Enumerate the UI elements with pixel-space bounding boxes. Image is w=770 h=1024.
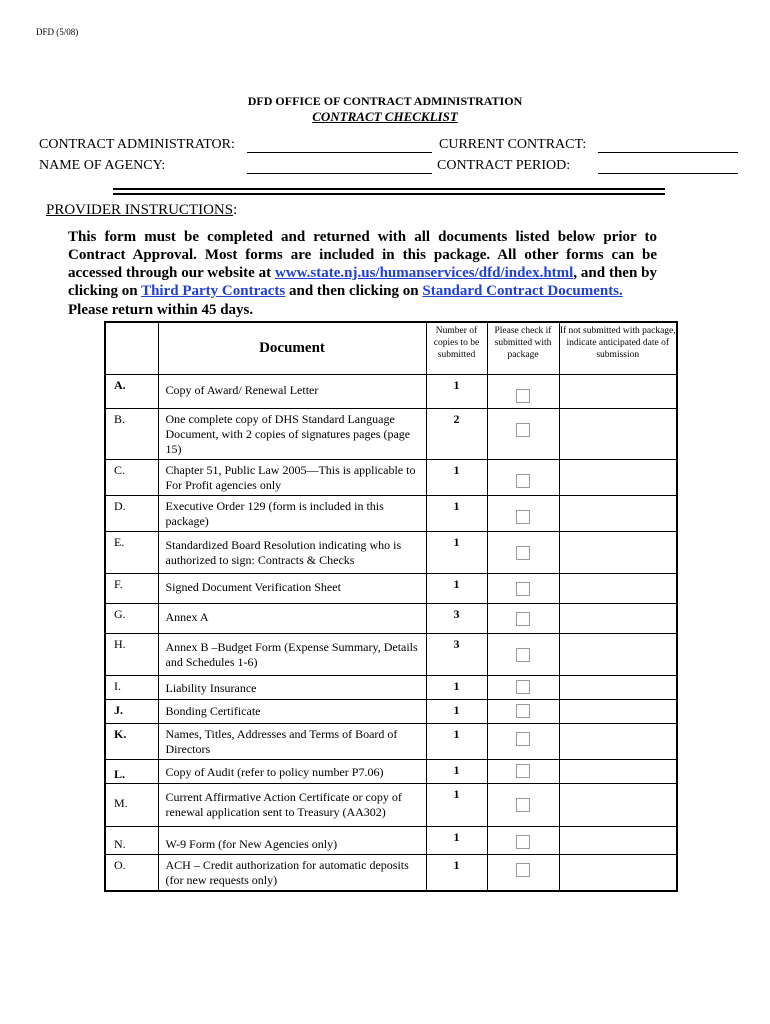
submitted-checkbox[interactable] [516,510,530,524]
submitted-checkbox[interactable] [516,612,530,626]
table-row [105,759,677,783]
page-title: CONTRACT CHECKLIST [312,109,458,124]
table-row [105,459,677,495]
current-contract-label: CURRENT CONTRACT: [439,137,587,152]
anticipated-date-cell[interactable] [559,603,677,633]
form-code: DFD (5/08) [36,27,79,37]
submitted-checkbox[interactable] [516,704,530,718]
table-row [105,374,677,408]
row-copies: 1 [426,759,487,783]
row-document: Chapter 51, Public Law 2005—This is applicable to For Profit agencies only [158,459,426,495]
contract-period-label: CONTRACT PERIOD: [437,158,571,173]
row-copies: 1 [426,495,487,531]
row-document: Bonding Certificate [158,699,426,723]
anticipated-date-cell[interactable] [559,495,677,531]
row-copies: 3 [426,633,487,675]
table-header-row [105,322,677,374]
table-row [105,633,677,675]
submitted-checkbox[interactable] [516,732,530,746]
submitted-checkbox[interactable] [516,798,530,812]
office-title: DFD OFFICE OF CONTRACT ADMINISTRATION [247,94,523,108]
header-check: Please check if submitted with package [487,322,559,374]
submitted-checkbox[interactable] [516,863,530,877]
submitted-checkbox[interactable] [516,582,530,596]
name-of-agency-field[interactable] [247,173,432,174]
row-letter: D. [105,495,158,531]
check-cell [487,531,559,573]
current-contract-field[interactable] [598,152,738,153]
row-letter: C. [105,459,158,495]
submitted-checkbox[interactable] [516,764,530,778]
anticipated-date-cell[interactable] [559,573,677,603]
submitted-checkbox[interactable] [516,648,530,662]
check-cell [487,408,559,459]
row-letter: M. [105,783,158,826]
contract-period-field[interactable] [598,173,738,174]
submitted-checkbox[interactable] [516,680,530,694]
table-row [105,495,677,531]
row-letter: K. [105,723,158,759]
anticipated-date-cell[interactable] [559,759,677,783]
check-cell [487,723,559,759]
row-copies: 1 [426,374,487,408]
check-cell [487,759,559,783]
row-letter: G. [105,603,158,633]
standard-contract-documents-link[interactable]: Standard Contract Documents. [422,283,623,299]
row-document: Names, Titles, Addresses and Terms of Board of Directors [158,723,426,759]
double-divider [113,188,665,195]
row-document: Copy of Award/ Renewal Letter [158,374,426,408]
row-copies: 1 [426,854,487,891]
row-copies: 1 [426,723,487,759]
submitted-checkbox[interactable] [516,474,530,488]
row-copies: 1 [426,783,487,826]
row-document: Standardized Board Resolution indicating who is authorized to sign: Contracts & Checks [158,531,426,573]
anticipated-date-cell[interactable] [559,854,677,891]
row-letter: E. [105,531,158,573]
header-letter [105,322,158,374]
website-link[interactable]: www.state.nj.us/humanservices/dfd/index.html [274,265,574,281]
table-row [105,573,677,603]
provider-instructions-title: PROVIDER INSTRUCTIONS: [46,202,238,218]
third-party-contracts-link[interactable]: Third Party Contracts [141,283,286,299]
row-letter: L. [105,759,158,783]
contract-administrator-label: CONTRACT ADMINISTRATOR: [39,137,235,152]
row-document: Signed Document Verification Sheet [158,573,426,603]
header-copies: Number of copies to be submitted [426,322,487,374]
table-row [105,723,677,759]
table-row [105,783,677,826]
row-document: Executive Order 129 (form is included in this package) [158,495,426,531]
check-cell [487,854,559,891]
check-cell [487,573,559,603]
anticipated-date-cell[interactable] [559,783,677,826]
row-copies: 2 [426,408,487,459]
anticipated-date-cell[interactable] [559,374,677,408]
row-document: ACH – Credit authorization for automatic deposits (for new requests only) [158,854,426,891]
check-cell [487,374,559,408]
row-document: One complete copy of DHS Standard Language Document, with 2 copies of signatures pages (page 15) [158,408,426,459]
row-copies: 3 [426,603,487,633]
table-row [105,699,677,723]
submitted-checkbox[interactable] [516,546,530,560]
anticipated-date-cell[interactable] [559,826,677,854]
row-letter: A. [105,374,158,408]
row-letter: H. [105,633,158,675]
checklist-table [104,321,678,892]
row-document: Liability Insurance [158,675,426,699]
row-document: W-9 Form (for New Agencies only) [158,826,426,854]
anticipated-date-cell[interactable] [559,723,677,759]
anticipated-date-cell[interactable] [559,408,677,459]
row-document: Annex B –Budget Form (Expense Summary, Details and Schedules 1-6) [158,633,426,675]
submitted-checkbox[interactable] [516,389,530,403]
check-cell [487,495,559,531]
row-letter: B. [105,408,158,459]
row-copies: 1 [426,826,487,854]
submitted-checkbox[interactable] [516,835,530,849]
contract-administrator-field[interactable] [247,152,432,153]
table-row [105,826,677,854]
check-cell [487,826,559,854]
row-letter: J. [105,699,158,723]
row-document: Copy of Audit (refer to policy number P7.06) [158,759,426,783]
return-note: Please return within 45 days. [68,302,254,318]
row-letter: N. [105,826,158,854]
anticipated-date-cell[interactable] [559,675,677,699]
row-copies: 1 [426,531,487,573]
row-copies: 1 [426,459,487,495]
check-cell [487,459,559,495]
table-row [105,854,677,891]
anticipated-date-cell[interactable] [559,633,677,675]
header-date: If not submitted with package, indicate anticipated date of submission [559,322,677,374]
row-document: Current Affirmative Action Certificate or copy of renewal application sent to Treasury (AA302) [158,783,426,826]
name-of-agency-label: NAME OF AGENCY: [39,158,166,173]
check-cell [487,699,559,723]
table-row [105,675,677,699]
row-copies: 1 [426,573,487,603]
row-letter: I. [105,675,158,699]
anticipated-date-cell[interactable] [559,459,677,495]
row-document: Annex A [158,603,426,633]
header-document: Document [158,322,426,374]
anticipated-date-cell[interactable] [559,531,677,573]
check-cell [487,603,559,633]
table-row [105,531,677,573]
anticipated-date-cell[interactable] [559,699,677,723]
check-cell [487,675,559,699]
row-copies: 1 [426,699,487,723]
instructions-paragraph: This form must be completed and returned with all documents listed below prior to Contract Approval. Most forms are included in this package. All other forms can be accessed through our website at www.state.nj.us/humanservices/dfd/index.html, and then by clicking on Third Party Contracts and then clicking on Standard Contract Documents. [68,229,657,299]
table-row [105,603,677,633]
row-letter: O. [105,854,158,891]
check-cell [487,633,559,675]
check-cell [487,783,559,826]
table-row [105,408,677,459]
row-copies: 1 [426,675,487,699]
submitted-checkbox[interactable] [516,423,530,437]
row-letter: F. [105,573,158,603]
